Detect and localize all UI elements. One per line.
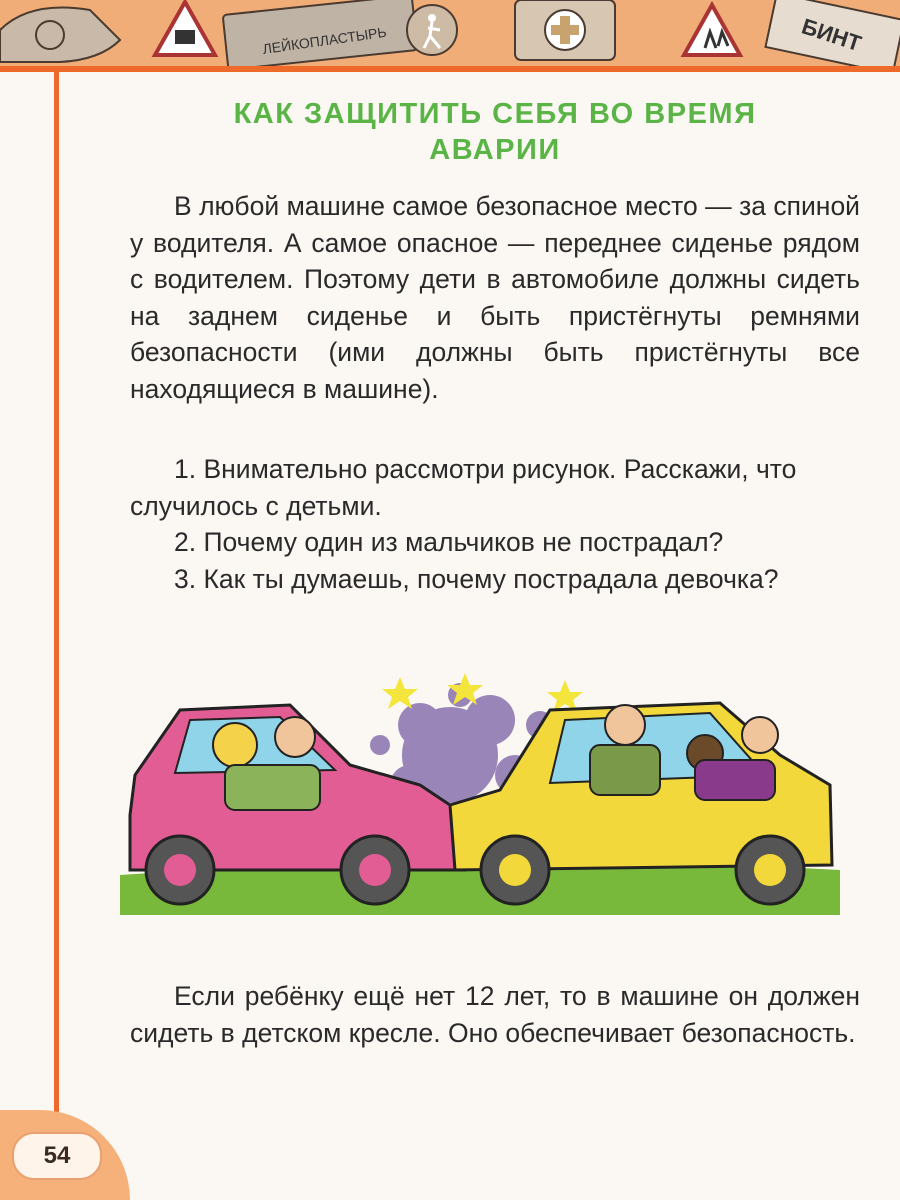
intro-paragraph: В любой машине самое безопасное место — за спиной у водителя. А самое опасное — переднее сиденье рядом с водителем. Поэтому дети в автомобиле должны сидеть на заднем сиденье и быть пристёгнуты ремнями безопасности (ими должны быть пристёгнуты все находящиеся в машине). xyxy=(130,191,860,404)
outro-paragraph: Если ребёнку ещё нет 12 лет, то в машине он должен сидеть в детском кресле. Оно обеспечивает безопасность. xyxy=(130,981,860,1048)
bandage-roll-icon xyxy=(765,0,900,68)
header-rule xyxy=(0,66,900,72)
children-sign-icon xyxy=(684,5,740,55)
header-band xyxy=(0,0,900,68)
title-line-1: КАК ЗАЩИТИТЬ СЕБЯ ВО ВРЕМЯ xyxy=(233,98,757,130)
question-1: 1. Внимательно рассмотри рисунок. Расскажи, что случилось с детьми. xyxy=(130,454,797,521)
title-line-2: АВАРИИ xyxy=(429,134,561,166)
telephone-icon xyxy=(0,8,120,63)
section-title xyxy=(120,96,870,168)
pedestrian-sign-icon xyxy=(407,5,457,55)
page-number: 54 xyxy=(12,1132,102,1180)
car-crash-illustration xyxy=(120,665,840,915)
plaster-icon xyxy=(223,0,418,68)
bint-label: БИНТ xyxy=(798,13,865,57)
train-sign-icon xyxy=(155,2,215,55)
question-3: 3. Как ты думаешь, почему пострадала девочка? xyxy=(174,563,779,594)
first-aid-kit-icon xyxy=(515,0,615,60)
header-icons xyxy=(0,0,900,68)
margin-rule xyxy=(54,70,59,1130)
questions-list xyxy=(130,451,860,597)
question-2: 2. Почему один из мальчиков не пострадал? xyxy=(174,527,724,557)
plaster-label: ЛЕЙКОПЛАСТЫРЬ xyxy=(261,23,388,57)
